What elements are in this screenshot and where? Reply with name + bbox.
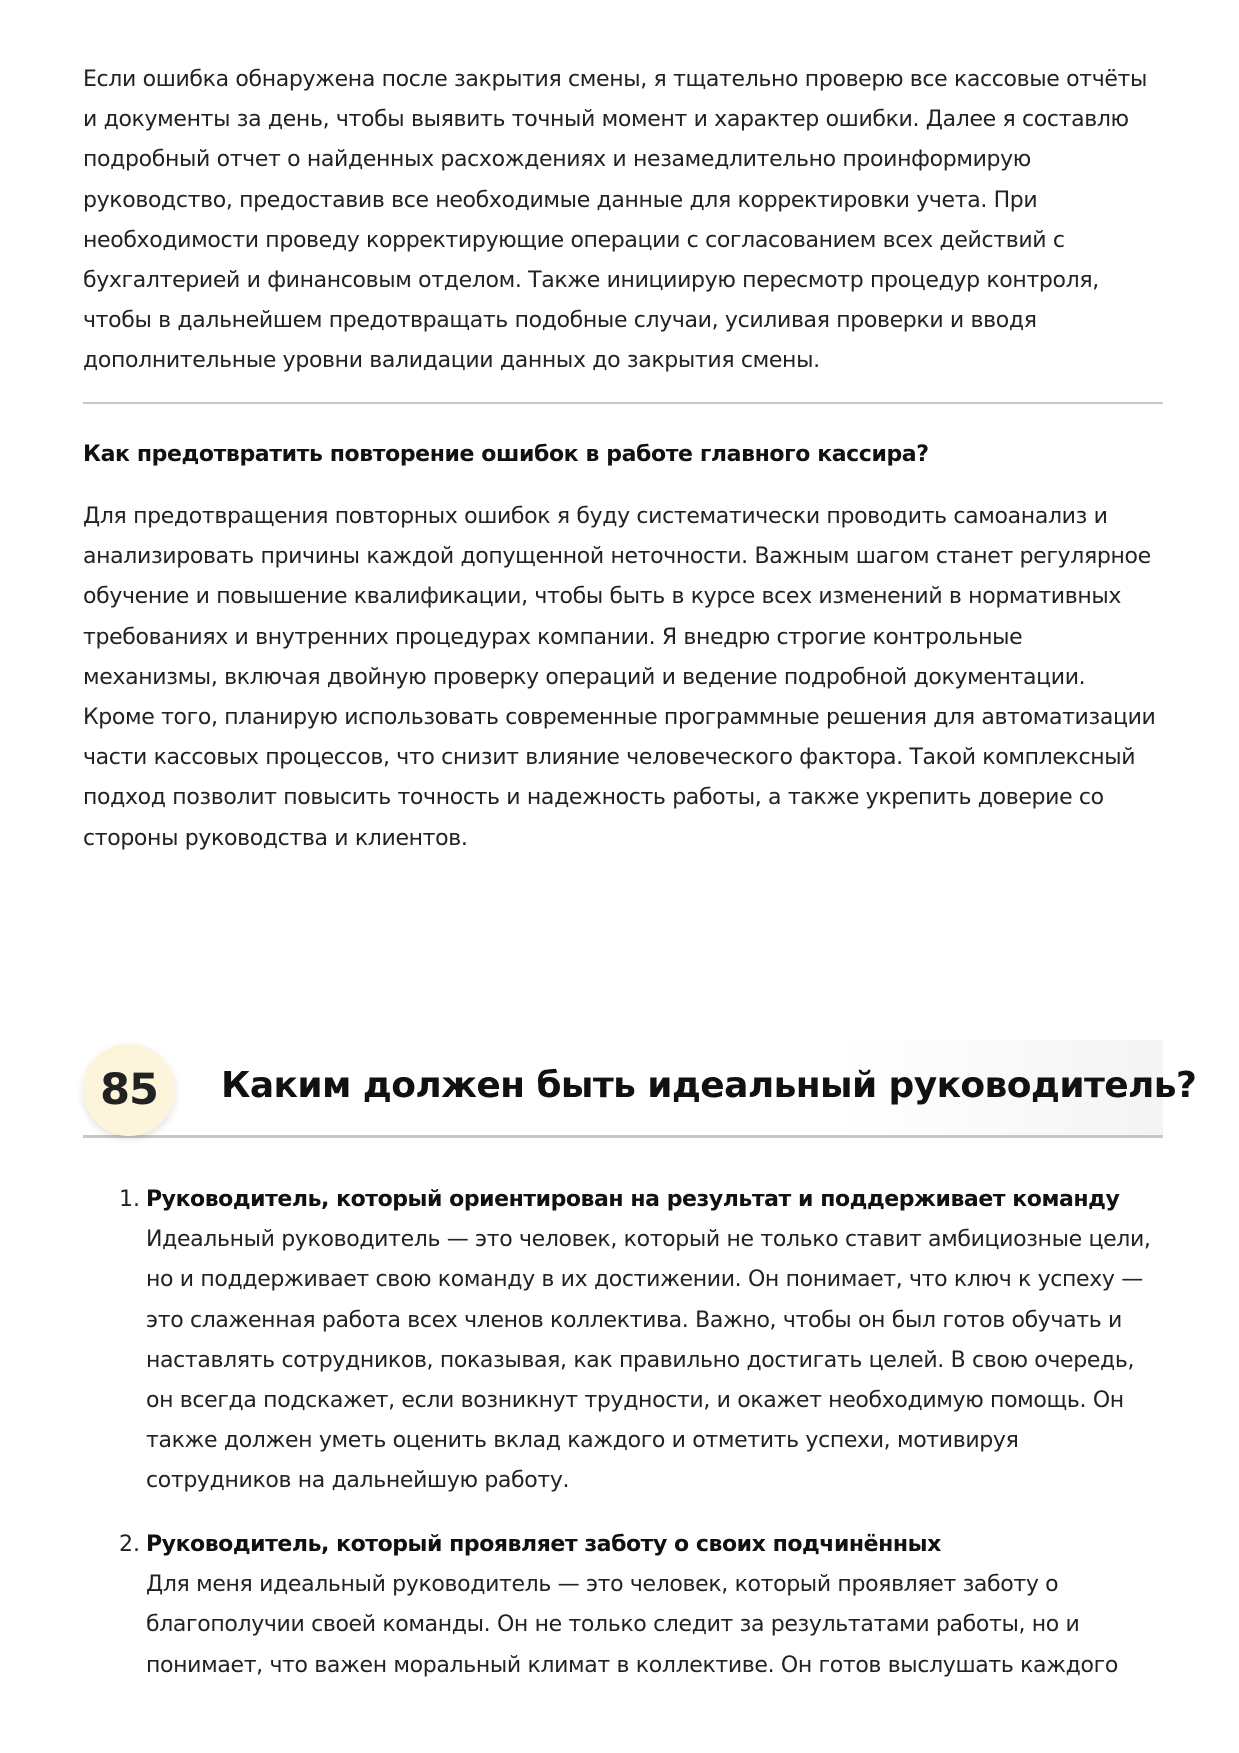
- list-item-body: [146, 1525, 1166, 1686]
- list-item-title: Руководитель, который проявляет заботу о своих подчинённых: [146, 1532, 941, 1557]
- divider: [83, 402, 1163, 404]
- section-number-badge: 85: [83, 1044, 175, 1136]
- list-item-number: 2.: [119, 1532, 140, 1557]
- question-heading: Как предотвратить повторение ошибок в работе главного кассира?: [83, 442, 929, 467]
- list-item-body: [146, 1180, 1166, 1502]
- intro-paragraph: Если ошибка обнаружена после закрытия смены, я тщательно проверю все кассовые отчёты и документы за день, чтобы выявить точный момент и характер ошибки. Далее я составлю подробный отчет о найденных расхождениях и незамедлительно проинформирую руководство, предоставив все необходимые данные для корректировки учета. При необходимости проведу корректирующие операции с согласованием всех действий с бухгалтерией и финансовым отделом. Также инициирую пересмотр процедур контроля, чтобы в дальнейшем предотвращать подобные случаи, усиливая проверки и вводя дополнительные уровни валидации данных до закрытия смены.: [83, 67, 1148, 374]
- list-item-title: Руководитель, который ориентирован на результат и поддерживает команду: [146, 1187, 1120, 1212]
- answer-paragraph: Для предотвращения повторных ошибок я буду систематически проводить самоанализ и анализировать причины каждой допущенной неточности. Важным шагом станет регулярное обучение и повышение квалификации, чтобы быть в курсе всех изменений в нормативных требованиях и внутренних процедурах компании. Я внедрю строгие контрольные механизмы, включая двойную проверку операций и ведение подробной документации. Кроме того, планирую использовать современные программные решения для автоматизации части кассовых процессов, что снизит влияние человеческого фактора. Такой комплексный подход позволит повысить точность и надежность работы, а также укрепить доверие со стороны руководства и клиентов.: [83, 504, 1156, 851]
- section-title: Каким должен быть идеальный руководитель?: [221, 1065, 1197, 1106]
- list-item-text: Для меня идеальный руководитель — это человек, который проявляет заботу о благополучии своей команды. Он не только следит за результатами работы, но и понимает, что важен моральный климат в коллективе. Он готов выслушать каждого: [146, 1572, 1118, 1678]
- list-item-number: 1.: [119, 1187, 140, 1212]
- list-item-text: Идеальный руководитель — это человек, который не только ставит амбициозные цели, но и поддерживает свою команду в их достижении. Он понимает, что ключ к успеху — это слаженная работа всех членов коллектива. Важно, чтобы он был готов обучать и наставлять сотрудников, показывая, как правильно достигать целей. В свою очередь, он всегда подскажет, если возникнут трудности, и окажет необходимую помощь. Он также должен уметь оценить вклад каждого и отметить успехи, мотивируя сотрудников на дальнейшую работу.: [146, 1227, 1151, 1494]
